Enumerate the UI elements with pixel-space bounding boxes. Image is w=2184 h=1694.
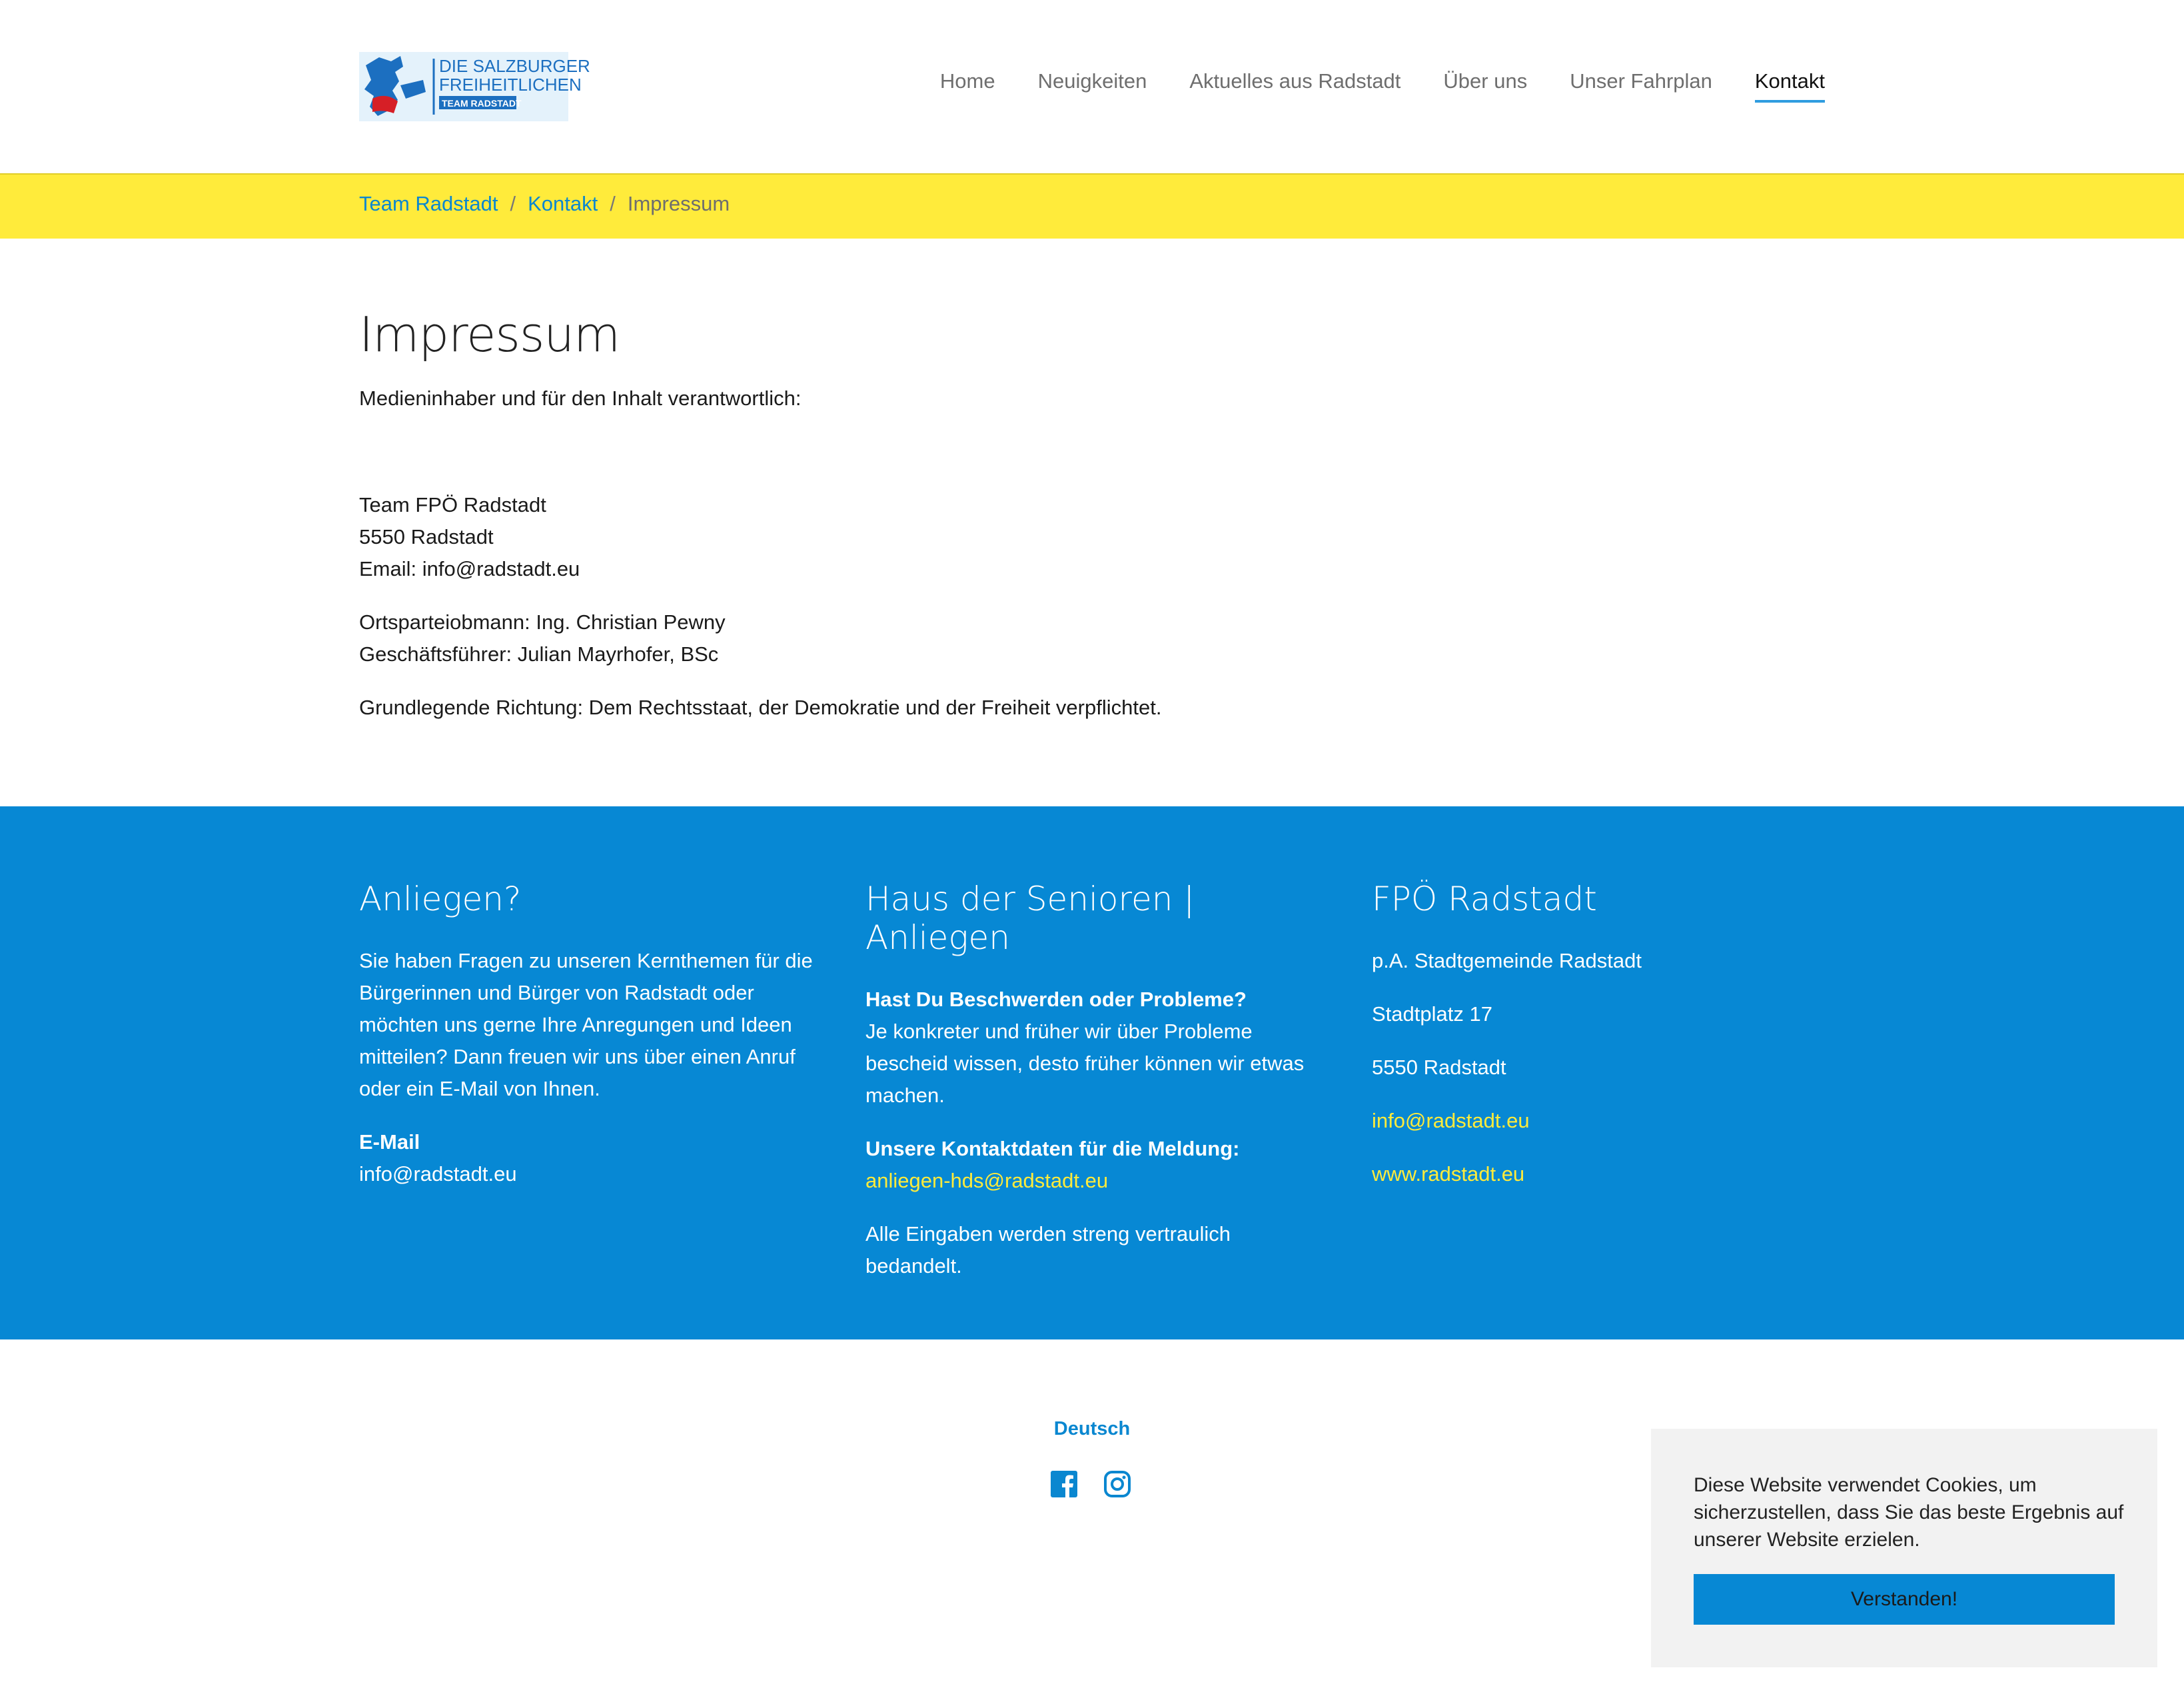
instagram-icon[interactable] xyxy=(1103,1470,1131,1498)
contact-email-link[interactable]: anliegen-hds@radstadt.eu xyxy=(865,1169,1109,1192)
text-line: bedandelt. xyxy=(865,1254,962,1277)
footer-contact-block xyxy=(865,1133,1332,1197)
address-line: p.A. Stadtgemeinde Radstadt xyxy=(1372,949,1642,972)
person-line: Ortsparteiobmann: Ing. Christian Pewny xyxy=(359,610,726,634)
logo-line1: DIE SALZBURGER xyxy=(439,56,590,76)
cookie-banner xyxy=(1651,1429,2157,1667)
cookie-text xyxy=(1694,1471,2127,1553)
website-link[interactable]: www.radstadt.eu xyxy=(1372,1162,1525,1186)
text-line: Bürgerinnen und Bürger von Radstadt oder xyxy=(359,981,754,1004)
footer-col-title: Haus der Senioren | Anliegen xyxy=(865,880,1195,957)
logo-line2: FREIHEITLICHEN xyxy=(439,75,582,95)
site-footer xyxy=(0,806,2184,1339)
nav-neuigkeiten[interactable]: Neuigkeiten xyxy=(1037,69,1147,93)
text-line: Diese Website verwendet Cookies, um xyxy=(1694,1474,2037,1496)
nav-aktuelles[interactable]: Aktuelles aus Radstadt xyxy=(1189,69,1401,93)
address-line: Stadtplatz 17 xyxy=(1372,1002,1492,1026)
breadcrumb-kontakt[interactable]: Kontakt xyxy=(528,192,598,215)
nav-kontakt[interactable]: Kontakt xyxy=(1755,69,1825,103)
text-line: möchten uns gerne Ihre Anregungen und Ideen xyxy=(359,1013,792,1036)
text-line: Sie haben Fragen zu unseren Kernthemen für die xyxy=(359,949,813,972)
footer-email-block xyxy=(359,1126,825,1190)
email-value[interactable]: info@radstadt.eu xyxy=(359,1162,517,1186)
text-line: unserer Website erzielen. xyxy=(1694,1529,1920,1551)
footer-col-anliegen xyxy=(359,880,825,1212)
site-logo[interactable] xyxy=(359,52,590,121)
text-line: mitteilen? Dann freuen wir uns über einen Anruf xyxy=(359,1045,796,1068)
breadcrumb xyxy=(359,192,730,216)
text-line: bescheid wissen, desto früher können wir etwas xyxy=(865,1052,1305,1075)
page-title: Impressum xyxy=(359,307,620,363)
footer-text xyxy=(865,984,1332,1112)
people-block xyxy=(359,606,1825,670)
footer-col-title: Anliegen? xyxy=(359,880,522,918)
text-line: Alle Eingaben werden streng vertraulich xyxy=(865,1222,1231,1246)
address-line: 5550 Radstadt xyxy=(1372,1056,1506,1079)
footer-col-title: FPÖ Radstadt xyxy=(1372,880,1597,918)
nav-ueber-uns[interactable]: Über uns xyxy=(1443,69,1528,93)
breadcrumb-separator: / xyxy=(610,192,616,215)
intro-text: Medieninhaber und für den Inhalt verantwortlich: xyxy=(359,387,802,410)
question-text: Hast Du Beschwerden oder Probleme? xyxy=(865,988,1247,1011)
main-content xyxy=(359,307,1825,745)
main-nav xyxy=(897,69,1825,103)
address-line: Email: info@radstadt.eu xyxy=(359,557,580,580)
address-block xyxy=(359,489,1825,585)
email-link[interactable]: info@radstadt.eu xyxy=(1372,1109,1530,1132)
breadcrumb-bar xyxy=(0,173,2184,239)
site-header xyxy=(0,0,2184,173)
text-line: Je konkreter und früher wir über Probleme xyxy=(865,1020,1253,1043)
text-line: oder ein E-Mail von Ihnen. xyxy=(359,1077,600,1100)
footer-text xyxy=(359,945,825,1105)
breadcrumb-team-radstadt[interactable]: Team Radstadt xyxy=(359,192,498,215)
nav-fahrplan[interactable]: Unser Fahrplan xyxy=(1570,69,1712,93)
text-line: machen. xyxy=(865,1084,945,1107)
footer-col-senioren xyxy=(865,880,1332,1303)
direction-text: Grundlegende Richtung: Dem Rechtsstaat, der Demokratie und der Freiheit verpflichtet. xyxy=(359,696,1162,719)
text-line: sicherzustellen, dass Sie das beste Ergebnis auf xyxy=(1694,1501,2124,1523)
email-label: E-Mail xyxy=(359,1130,420,1154)
footer-note xyxy=(865,1218,1332,1282)
language-switcher[interactable]: Deutsch xyxy=(1053,1418,1131,1439)
nav-home[interactable]: Home xyxy=(939,69,995,93)
cookie-accept-button[interactable]: Verstanden! xyxy=(1694,1574,2115,1625)
address-line: 5550 Radstadt xyxy=(359,525,494,548)
facebook-icon[interactable] xyxy=(1050,1470,1078,1498)
address-line: Team FPÖ Radstadt xyxy=(359,493,546,516)
breadcrumb-separator: / xyxy=(510,192,516,215)
social-links xyxy=(1050,1470,1131,1498)
person-line: Geschäftsführer: Julian Mayrhofer, BSc xyxy=(359,642,719,666)
logo-line3: TEAM RADSTADT xyxy=(442,98,522,109)
footer-col-fpoe xyxy=(1372,880,1838,1212)
contact-label: Unsere Kontaktdaten für die Meldung: xyxy=(865,1137,1240,1160)
breadcrumb-current: Impressum xyxy=(627,192,730,215)
